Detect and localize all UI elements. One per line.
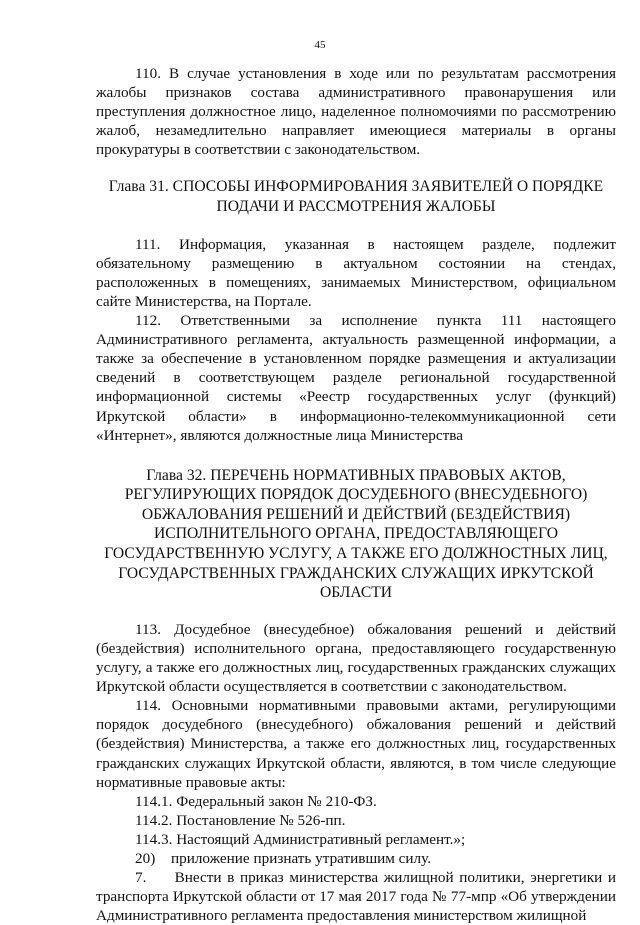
list-item-114-3: 114.3. Настоящий Административный регламент.»; (135, 830, 466, 848)
paragraph-110: 110. В случае установления в ходе или по результатам рассмотрения жалобы признаков состава административного правонарушения или преступления должностное лицо, наделенное полномочиями по рассмотрению жалоб, незамедлительно направляет имеющиеся материалы в органы прокуратуры в соответствии с законодательством. (96, 65, 616, 159)
paragraph-112: 112. Ответственными за исполнение пункта 111 настоящего Административного регламента, актуальность размещенной информации, а также за обеспечение в установленном порядке размещения и актуализации сведений в соответствующем разделе региональной государственной информационной системы «Реестр государственных услуг (функций) Иркутской области» в информационно-телекоммуникационной сети «Интернет», являются должностные лица Министерства (96, 312, 616, 444)
paragraph-7-number: 7. (135, 869, 147, 887)
paragraph-114: 114. Основными нормативными правовыми актами, регулирующими порядок досудебного (внесудебного) обжалования решений и действий (бездействия) Министерства, а также его должностных лиц, государственных гражданских служащих Иркутской области, являются, в том числе следующие нормативные правовые акты: (96, 697, 616, 791)
paragraph-113: 113. Досудебное (внесудебное) обжалования решений и действий (бездействия) исполнительного органа, предоставляющего государственную услугу, а также его должностных лиц, государственных гражданских служащих Иркутской области осуществляется в соответствии с законодательством. (96, 620, 616, 696)
paragraph-7-text: Внести в приказ министерства жилищной политики, энергетики и транспорта Иркутской области от 17 мая 2017 года № 77-мпр «Об утверждении Административного регламента предоставления министерством жилищной (96, 869, 617, 925)
document-body (96, 64, 616, 925)
paragraph-7 (96, 868, 616, 925)
list-item-114-2: 114.2. Постановление № 526-пп. (135, 811, 346, 829)
list-item-20-text: приложение признать утратившим силу. (171, 849, 431, 867)
chapter-31-heading: Глава 31. СПОСОБЫ ИНФОРМИРОВАНИЯ ЗАЯВИТЕЛЕЙ О ПОРЯДКЕ ПОДАЧИ И РАССМОТРЕНИЯ ЖАЛОБЫ (108, 178, 604, 216)
page-number: 45 (314, 39, 326, 51)
list-item-20-number: 20) (135, 849, 156, 867)
chapter-32-heading: Глава 32. ПЕРЕЧЕНЬ НОРМАТИВНЫХ ПРАВОВЫХ АКТОВ, РЕГУЛИРУЮЩИХ ПОРЯДОК ДОСУДЕБНОГО (ВНЕСУДЕБНОГО) ОБЖАЛОВАНИЯ РЕШЕНИЙ И ДЕЙСТВИЙ (БЕЗДЕЙСТВИЯ) ИСПОЛНИТЕЛЬНОГО ОРГАНА, ПРЕДОСТАВЛЯЮЩЕГО ГОСУДАРСТВЕННУЮ УСЛУГУ, А ТАКЖЕ ЕГО ДОЛЖНОСТНЫХ ЛИЦ, ГОСУДАРСТВЕННЫХ ГРАЖДАНСКИХ СЛУЖАЩИХ ИРКУТСКОЙ ОБЛАСТИ (104, 466, 608, 602)
list-item-20 (96, 849, 616, 868)
list-item-114-1: 114.1. Федеральный закон № 210-ФЗ. (135, 792, 377, 810)
paragraph-111: 111. Информация, указанная в настоящем разделе, подлежит обязательному размещению в актуальном состоянии на стендах, расположенных в помещениях, занимаемых Министерством, официальном сайте Министерства, на Портале. (96, 235, 616, 310)
